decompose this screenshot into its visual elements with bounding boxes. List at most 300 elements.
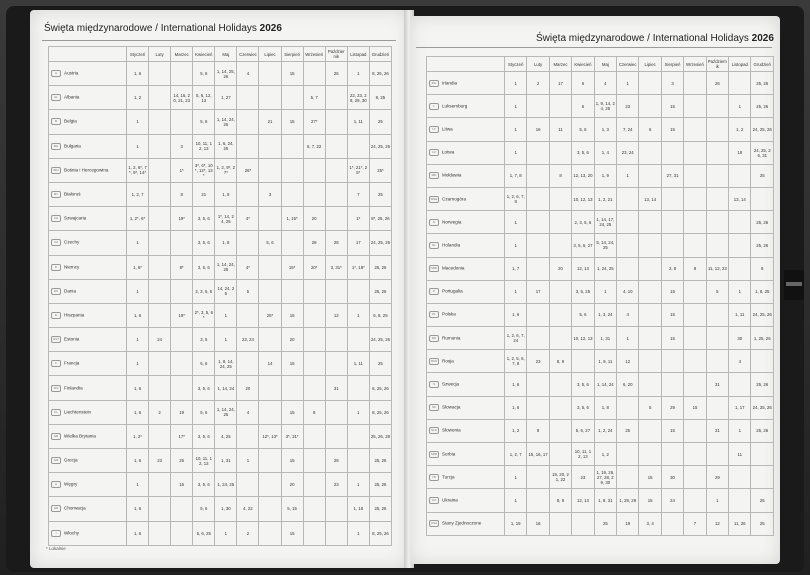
- holiday-cell: 5: [237, 279, 259, 303]
- holiday-cell: 1, 24, 25: [594, 257, 616, 280]
- holiday-cell: 4, 25: [215, 424, 237, 448]
- holiday-cell: 10, 11, 12, 13: [572, 443, 594, 466]
- table-row: [49, 110, 392, 134]
- holiday-cell: 20: [281, 473, 303, 497]
- table-row: [49, 521, 392, 545]
- country-name: Białoruś: [64, 191, 81, 197]
- holiday-cell: 23: [149, 449, 171, 473]
- holiday-cell: 12: [325, 303, 347, 327]
- holiday-cell: 1, 14, 24, 25: [215, 255, 237, 279]
- country-cell: [427, 72, 505, 95]
- holiday-cell: 25, 26: [751, 419, 774, 442]
- country-code-badge: USA: [430, 521, 438, 526]
- holiday-cell: [303, 449, 325, 473]
- holiday-cell: 1, 2, 7: [505, 443, 527, 466]
- holiday-cell: [527, 466, 549, 489]
- holiday-cell: [706, 141, 728, 164]
- holiday-cell: [171, 521, 193, 545]
- holiday-cell: [617, 211, 639, 234]
- holiday-cell: [751, 187, 774, 210]
- holiday-cell: [639, 303, 661, 326]
- holiday-cell: [303, 328, 325, 352]
- table-row: [427, 187, 774, 210]
- country-name: Stany Zjednoczone: [442, 520, 482, 526]
- holiday-cell: 1: [505, 280, 527, 303]
- holiday-cell: 7: [347, 182, 369, 206]
- holiday-cell: 3, 5, 6: [572, 373, 594, 396]
- table-row: [49, 207, 392, 231]
- holiday-cell: 28: [303, 231, 325, 255]
- holiday-cell: 6, 8, 25: [369, 303, 391, 327]
- holiday-cell: [237, 303, 259, 327]
- country-cell: [427, 303, 505, 326]
- left-footnote: * Lokalnie: [46, 546, 66, 551]
- month-header-3: Marzec: [171, 47, 193, 62]
- table-row: [427, 303, 774, 326]
- table-row: [427, 211, 774, 234]
- holiday-cell: [171, 328, 193, 352]
- country-code-badge: RO: [429, 335, 439, 342]
- holiday-cell: [706, 118, 728, 141]
- holiday-cell: [684, 350, 706, 373]
- country-name: Holandia: [442, 242, 461, 248]
- holiday-cell: 1: [215, 328, 237, 352]
- holiday-cell: 5, 6, 12, 13: [193, 86, 215, 110]
- table-row: [49, 424, 392, 448]
- holiday-cell: [171, 279, 193, 303]
- table-row: [49, 303, 392, 327]
- holiday-cell: [325, 158, 347, 182]
- holiday-cell: [303, 158, 325, 182]
- holiday-cell: [684, 489, 706, 512]
- country-cell: [49, 352, 127, 376]
- holiday-cell: 15: [661, 327, 683, 350]
- month-header-10: Październik: [706, 57, 728, 72]
- holiday-cell: 3, 5, 6: [193, 473, 215, 497]
- holiday-cell: 2: [149, 400, 171, 424]
- holiday-cell: 15: [639, 466, 661, 489]
- month-header-4: Kwiecień: [193, 47, 215, 62]
- country-code-badge: CZ: [51, 239, 61, 246]
- holiday-cell: 1, 27: [215, 86, 237, 110]
- holiday-cell: 4: [594, 72, 616, 95]
- holiday-cell: [639, 211, 661, 234]
- table-row: [49, 158, 392, 182]
- country-code-badge: TR: [429, 474, 439, 481]
- holiday-cell: 3, 5, 6: [572, 396, 594, 419]
- holiday-cell: 15: [281, 352, 303, 376]
- holiday-cell: [706, 396, 728, 419]
- holiday-cell: 1, 6*: [127, 255, 149, 279]
- right-title-year: 2026: [751, 33, 774, 44]
- country-name: Czechy: [64, 240, 80, 246]
- table-row: [49, 497, 392, 521]
- country-cell: [427, 164, 505, 187]
- country-code-badge: DK: [51, 288, 61, 295]
- holiday-cell: 5, 6: [572, 303, 594, 326]
- holiday-cell: 14: [259, 352, 281, 376]
- holiday-cell: [706, 234, 728, 257]
- holiday-cell: 8, 25, 26: [369, 62, 391, 86]
- holiday-cell: 8: [684, 257, 706, 280]
- month-header-1: Styczeń: [127, 47, 149, 62]
- holiday-cell: 14, 24, 25: [215, 279, 237, 303]
- holiday-cell: [549, 443, 571, 466]
- holiday-cell: [549, 95, 571, 118]
- holiday-cell: [684, 164, 706, 187]
- table-row: [49, 352, 392, 376]
- holiday-cell: [639, 234, 661, 257]
- left-title-year: 2026: [259, 23, 282, 34]
- holiday-cell: 1: [706, 489, 728, 512]
- holiday-cell: 1, 6: [127, 449, 149, 473]
- holiday-cell: 1: [505, 118, 527, 141]
- holiday-cell: 1, 2, 6, 7, 8: [505, 187, 527, 210]
- country-name: Włochy: [64, 530, 80, 536]
- holiday-cell: 1, 2: [729, 118, 751, 141]
- holiday-cell: [303, 182, 325, 206]
- holiday-cell: 17: [527, 280, 549, 303]
- holiday-cell: 1: [729, 280, 751, 303]
- holiday-cell: [281, 182, 303, 206]
- holiday-cell: [347, 328, 369, 352]
- holiday-cell: 2, 3, 5, 6: [572, 211, 594, 234]
- country-cell: [427, 234, 505, 257]
- country-cell: [427, 373, 505, 396]
- holiday-cell: 6: [639, 118, 661, 141]
- country-code-badge: N: [429, 219, 439, 226]
- holiday-cell: 7: [684, 512, 706, 535]
- country-cell: [49, 207, 127, 231]
- holiday-cell: [549, 141, 571, 164]
- country-cell: [49, 86, 127, 110]
- holiday-cell: [325, 521, 347, 545]
- holiday-cell: [684, 443, 706, 466]
- holiday-cell: [347, 134, 369, 158]
- holiday-cell: [347, 424, 369, 448]
- holiday-cell: [729, 164, 751, 187]
- country-code-badge: MNE: [430, 196, 438, 201]
- holiday-cell: [281, 158, 303, 182]
- country-name: Norwegia: [442, 219, 462, 225]
- holiday-cell: 25: [617, 419, 639, 442]
- holiday-cell: 8: [303, 400, 325, 424]
- holiday-cell: [325, 400, 347, 424]
- holiday-cell: 20*: [303, 255, 325, 279]
- left-page-title: [44, 23, 282, 34]
- left-holiday-table: [48, 46, 392, 546]
- holiday-cell: 5, 6: [193, 110, 215, 134]
- country-name: Serbia: [442, 451, 456, 457]
- holiday-cell: [639, 280, 661, 303]
- country-code-badge: LT: [429, 126, 439, 133]
- holiday-cell: [325, 182, 347, 206]
- holiday-cell: 1: [215, 521, 237, 545]
- holiday-cell: [527, 373, 549, 396]
- holiday-cell: 16: [527, 512, 549, 535]
- holiday-cell: [281, 86, 303, 110]
- table-row: [49, 473, 392, 497]
- country-code-badge: I: [51, 530, 61, 537]
- country-cell: [49, 279, 127, 303]
- holiday-cell: [684, 234, 706, 257]
- holiday-cell: 6: [572, 72, 594, 95]
- holiday-cell: [325, 352, 347, 376]
- holiday-cell: 15: [661, 303, 683, 326]
- holiday-cell: 3: [259, 182, 281, 206]
- holiday-cell: 8, 25, 26: [369, 400, 391, 424]
- country-name: Chorwacja: [64, 506, 86, 512]
- holiday-cell: [149, 424, 171, 448]
- holiday-cell: [684, 72, 706, 95]
- holiday-cell: 5: [706, 280, 728, 303]
- holiday-cell: 1, 14, 24: [215, 376, 237, 400]
- holiday-cell: [617, 396, 639, 419]
- holiday-cell: [639, 257, 661, 280]
- holiday-cell: 24, 25, 26: [369, 328, 391, 352]
- holiday-cell: [661, 350, 683, 373]
- holiday-cell: 3, 5, 6: [572, 141, 594, 164]
- country-cell: [427, 118, 505, 141]
- holiday-cell: 1*: [171, 158, 193, 182]
- holiday-cell: 25: [369, 352, 391, 376]
- holiday-cell: [527, 164, 549, 187]
- holiday-cell: 25, 26: [369, 473, 391, 497]
- month-header-5: Maj: [594, 57, 616, 72]
- holiday-cell: 20: [549, 257, 571, 280]
- holiday-cell: [259, 86, 281, 110]
- holiday-cell: [527, 327, 549, 350]
- country-code-badge: IRL: [429, 80, 439, 87]
- holiday-cell: 1, 2, 7: [127, 182, 149, 206]
- holiday-cell: 25: [751, 489, 774, 512]
- holiday-cell: [639, 141, 661, 164]
- country-cell: [49, 400, 127, 424]
- holiday-cell: 19*: [171, 207, 193, 231]
- holiday-cell: 25: [751, 512, 774, 535]
- holiday-cell: [527, 303, 549, 326]
- holiday-cell: 3, 5, 6: [193, 207, 215, 231]
- holiday-cell: [149, 207, 171, 231]
- country-code-badge: D: [51, 264, 61, 271]
- holiday-cell: 29: [706, 466, 728, 489]
- holiday-cell: 5, 6: [193, 62, 215, 86]
- holiday-cell: 1, 14, 24: [594, 373, 616, 396]
- right-page-title: [536, 33, 774, 44]
- holiday-cell: 1: [617, 327, 639, 350]
- holiday-cell: [706, 443, 728, 466]
- holiday-cell: 5, 15: [281, 497, 303, 521]
- holiday-cell: 30: [661, 466, 683, 489]
- holiday-cell: 1, 9, 31: [594, 489, 616, 512]
- holiday-cell: [237, 182, 259, 206]
- holiday-cell: 2: [237, 521, 259, 545]
- holiday-cell: 24: [661, 489, 683, 512]
- holiday-cell: 23: [527, 350, 549, 373]
- table-row: [49, 255, 392, 279]
- holiday-cell: [661, 141, 683, 164]
- country-name: Czarnogóra: [442, 196, 467, 202]
- country-cell: [49, 134, 127, 158]
- holiday-cell: 1: [347, 473, 369, 497]
- country-code-badge: B: [51, 118, 61, 125]
- holiday-cell: [303, 473, 325, 497]
- holiday-cell: 1, 30: [215, 497, 237, 521]
- holiday-cell: 8, 9: [549, 350, 571, 373]
- holiday-cell: [684, 118, 706, 141]
- holiday-cell: 1, 2: [505, 419, 527, 442]
- holiday-cell: 15*: [281, 255, 303, 279]
- country-name: Portugalia: [442, 289, 463, 294]
- holiday-cell: 4: [729, 350, 751, 373]
- holiday-cell: 4: [237, 400, 259, 424]
- holiday-cell: 31: [706, 373, 728, 396]
- holiday-cell: [617, 466, 639, 489]
- holiday-cell: [281, 376, 303, 400]
- holiday-cell: [171, 352, 193, 376]
- holiday-cell: 1, 15*: [281, 207, 303, 231]
- holiday-cell: [237, 134, 259, 158]
- holiday-cell: 1, 6, 24, 25: [215, 134, 237, 158]
- country-name: Estonia: [64, 336, 80, 342]
- holiday-cell: 3, 5, 6: [193, 376, 215, 400]
- holiday-cell: 6, 25, 26: [369, 376, 391, 400]
- country-cell: [427, 466, 505, 489]
- holiday-cell: 25, 26: [369, 449, 391, 473]
- holiday-cell: 1, 9: [594, 164, 616, 187]
- holiday-cell: 27*: [303, 110, 325, 134]
- country-name: Liechtenstein: [64, 409, 92, 415]
- country-code-badge: GB: [51, 433, 61, 440]
- holiday-cell: [729, 466, 751, 489]
- holiday-cell: [549, 303, 571, 326]
- holiday-cell: [149, 376, 171, 400]
- holiday-cell: 1, 8: [594, 396, 616, 419]
- holiday-cell: [281, 279, 303, 303]
- holiday-cell: [149, 110, 171, 134]
- holiday-cell: 25, 26: [369, 497, 391, 521]
- holiday-cell: [706, 303, 728, 326]
- holiday-cell: 14, 16, 20, 21, 23: [171, 86, 193, 110]
- holiday-cell: 1, 9: [215, 182, 237, 206]
- holiday-cell: 25, 26: [369, 255, 391, 279]
- month-header-9: Wrzesień: [684, 57, 706, 72]
- holiday-cell: 2*, 3, 5, 6*: [193, 303, 215, 327]
- holiday-cell: [259, 62, 281, 86]
- holiday-cell: 26*: [237, 158, 259, 182]
- holiday-cell: 19, 20, 21, 22: [549, 466, 571, 489]
- holiday-cell: 1, 8, 25: [751, 280, 774, 303]
- holiday-cell: [325, 207, 347, 231]
- holiday-cell: 31: [325, 376, 347, 400]
- holiday-cell: [149, 134, 171, 158]
- country-name: Irlandia: [442, 80, 458, 86]
- holiday-cell: [303, 352, 325, 376]
- holiday-cell: 1, 14, 17, 24, 25: [594, 211, 616, 234]
- holiday-cell: 1, 14, 24, 25: [215, 400, 237, 424]
- table-row: [427, 327, 774, 350]
- holiday-cell: 12: [706, 512, 728, 535]
- holiday-cell: [549, 373, 571, 396]
- country-name: Bułgaria: [64, 143, 81, 149]
- holiday-cell: [237, 86, 259, 110]
- holiday-cell: 26: [325, 62, 347, 86]
- country-name: Grecja: [64, 457, 78, 463]
- holiday-cell: 7, 24: [617, 118, 639, 141]
- country-code-badge: S: [429, 381, 439, 388]
- holiday-cell: 25, 26, 28: [369, 424, 391, 448]
- table-row: [49, 86, 392, 110]
- holiday-cell: [684, 303, 706, 326]
- holiday-cell: 1, 7: [505, 257, 527, 280]
- country-code-badge: PL: [429, 311, 439, 318]
- holiday-cell: 1, 2, 24: [594, 419, 616, 442]
- right-month-header: [427, 57, 774, 72]
- holiday-cell: [572, 512, 594, 535]
- holiday-cell: [149, 352, 171, 376]
- holiday-cell: 25, 26: [369, 279, 391, 303]
- holiday-cell: 1: [347, 400, 369, 424]
- holiday-cell: 12, 13, 20: [572, 164, 594, 187]
- holiday-cell: [684, 211, 706, 234]
- holiday-cell: 10, 11, 12, 13: [193, 449, 215, 473]
- table-row: [49, 62, 392, 86]
- holiday-cell: 1: [594, 280, 616, 303]
- holiday-cell: 1, 7, 8: [505, 164, 527, 187]
- country-name: Francja: [64, 361, 80, 367]
- table-row: [427, 419, 774, 442]
- holiday-cell: [639, 350, 661, 373]
- holiday-cell: 4, 22: [237, 497, 259, 521]
- left-title-rule: [42, 40, 396, 41]
- table-row: [49, 134, 392, 158]
- holiday-cell: 12: [617, 350, 639, 373]
- holiday-cell: 1: [127, 352, 149, 376]
- right-page: [410, 16, 780, 564]
- holiday-cell: 21: [193, 182, 215, 206]
- holiday-cell: 25: [369, 182, 391, 206]
- country-code-badge: RUS: [430, 358, 438, 363]
- month-header-3: Marzec: [549, 57, 571, 72]
- holiday-cell: 1: [127, 328, 149, 352]
- holiday-cell: 25, 26: [751, 95, 774, 118]
- country-code-badge: SLO: [430, 428, 437, 433]
- holiday-cell: 1, 9, 14, 24, 25: [594, 95, 616, 118]
- holiday-cell: [303, 62, 325, 86]
- country-code-badge: BG: [51, 143, 61, 150]
- holiday-cell: 15: [281, 110, 303, 134]
- holiday-cell: [259, 521, 281, 545]
- country-cell: [49, 182, 127, 206]
- holiday-cell: 1, 2*: [127, 424, 149, 448]
- holiday-cell: [684, 187, 706, 210]
- table-row: [427, 234, 774, 257]
- country-code-badge: H: [51, 481, 61, 488]
- country-code-badge: L: [429, 103, 439, 110]
- holiday-cell: 1, 11: [729, 303, 751, 326]
- holiday-cell: 1, 2, 9*, 27*: [215, 158, 237, 182]
- month-header-7: Lipiec: [639, 57, 661, 72]
- holiday-cell: 1, 8, 14, 24, 25: [215, 352, 237, 376]
- holiday-cell: 1: [505, 72, 527, 95]
- country-name: Niemcy: [64, 264, 80, 270]
- country-name: Łotwa: [442, 149, 455, 155]
- country-code-badge: AL: [51, 94, 61, 101]
- month-header-1: Styczeń: [505, 57, 527, 72]
- holiday-cell: [325, 424, 347, 448]
- country-code-badge: A: [51, 70, 61, 77]
- country-name: Hiszpania: [64, 312, 85, 318]
